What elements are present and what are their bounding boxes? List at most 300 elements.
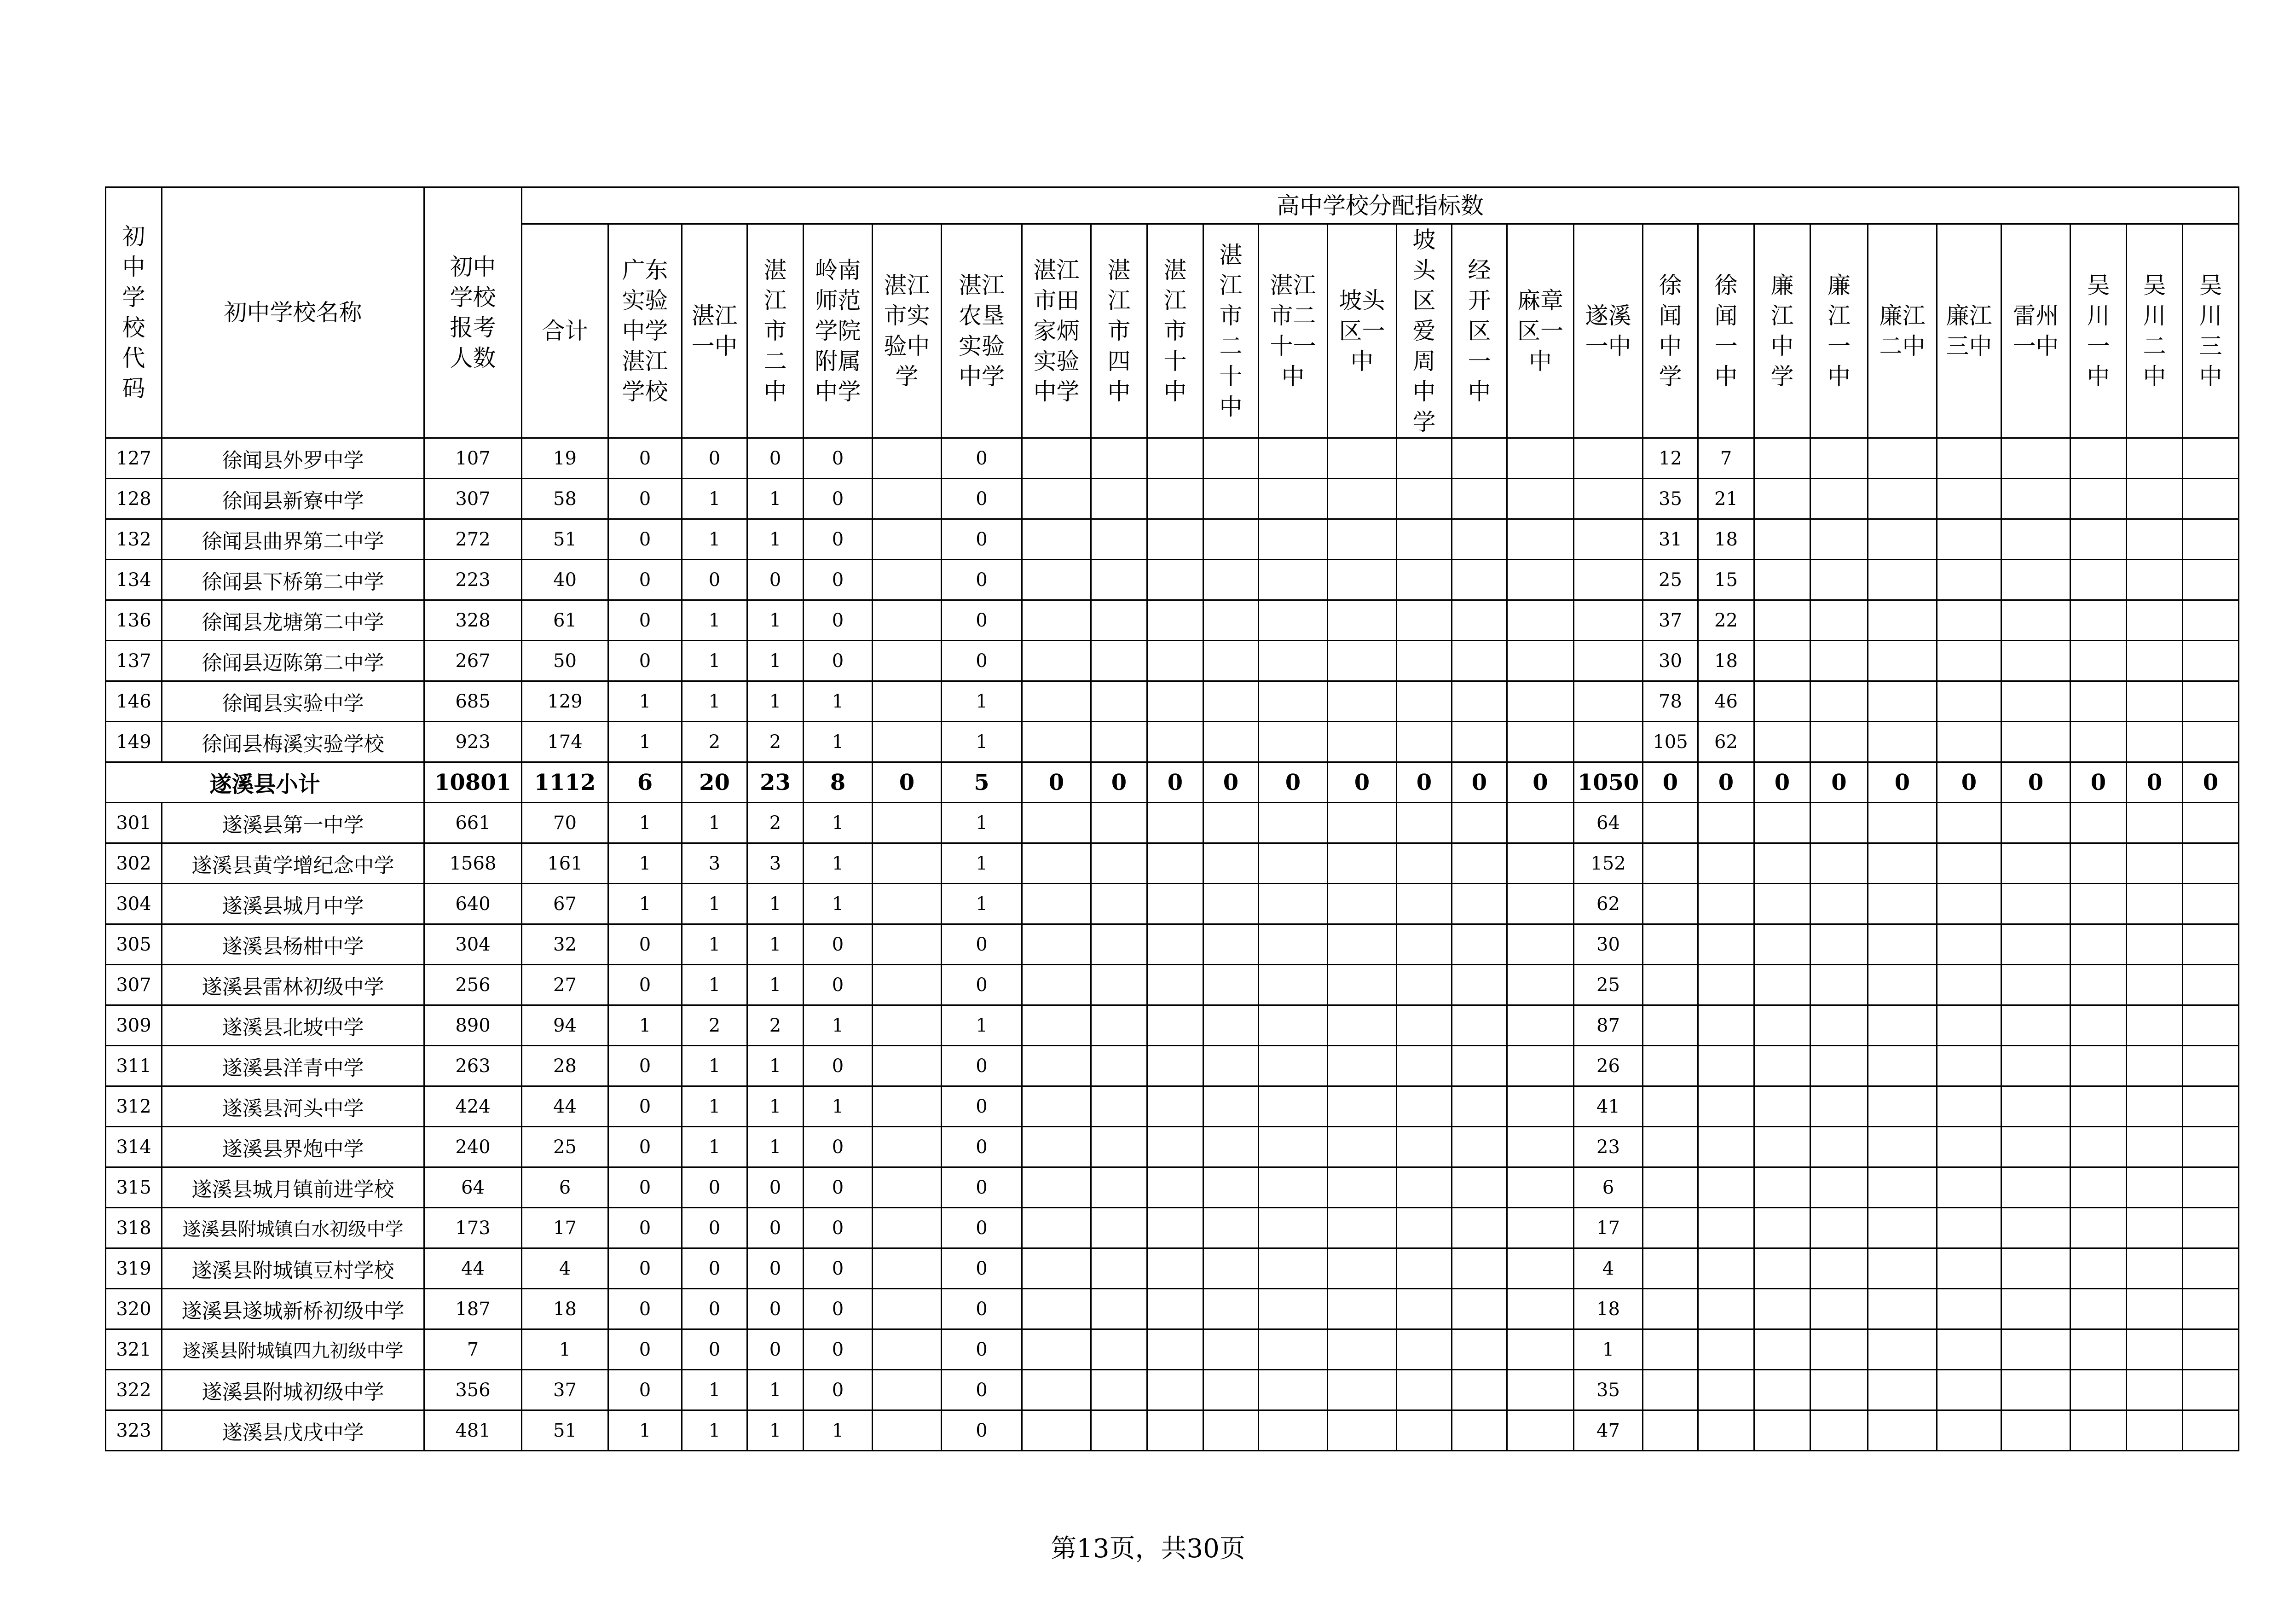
quota-cell <box>1868 965 1937 1005</box>
quota-cell <box>1203 1046 1259 1086</box>
quota-cell: 1 <box>682 1370 747 1410</box>
quota-cell <box>1022 1248 1091 1289</box>
quota-cell: 1 <box>682 519 747 560</box>
header-total: 合计 <box>522 224 608 438</box>
quota-cell <box>1452 1410 1507 1451</box>
school-code: 149 <box>106 722 162 762</box>
quota-cell <box>1259 560 1328 600</box>
quota-cell <box>1452 641 1507 681</box>
quota-cell: 152 <box>1574 843 1643 884</box>
quota-cell <box>1810 924 1868 965</box>
quota-cell <box>1022 1370 1091 1410</box>
quota-cell <box>1328 600 1397 641</box>
quota-cell: 0 <box>1698 762 1754 803</box>
quota-cell: 0 <box>747 1208 804 1248</box>
quota-cell: 1 <box>608 1005 682 1046</box>
table-row <box>106 1370 2239 1410</box>
quota-cell <box>1868 1289 1937 1329</box>
school-name: 徐闻县迈陈第二中学 <box>162 641 424 681</box>
header-school-7: 湛江市四中 <box>1091 224 1147 438</box>
quota-cell <box>873 1370 942 1410</box>
quota-cell: 2 <box>682 722 747 762</box>
quota-cell <box>2001 722 2070 762</box>
quota-cell: 62 <box>1698 722 1754 762</box>
quota-cell <box>873 803 942 843</box>
quota-cell <box>1259 600 1328 641</box>
subtotal-row <box>106 762 2239 803</box>
header-school-14: 麻章区一中 <box>1507 224 1574 438</box>
quota-cell <box>1698 1167 1754 1208</box>
quota-cell <box>2183 1005 2239 1046</box>
quota-cell <box>2183 519 2239 560</box>
quota-cell <box>2183 681 2239 722</box>
quota-cell <box>1397 641 1452 681</box>
quota-cell <box>1147 1005 1203 1046</box>
school-code: 304 <box>106 884 162 924</box>
quota-cell <box>2001 1046 2070 1086</box>
quota-cell: 0 <box>608 438 682 479</box>
quota-cell <box>1203 519 1259 560</box>
quota-cell: 0 <box>804 924 873 965</box>
school-name: 遂溪县附城初级中学 <box>162 1370 424 1410</box>
enroll-count: 890 <box>424 1005 522 1046</box>
quota-cell <box>1810 722 1868 762</box>
quota-cell <box>1754 681 1810 722</box>
quota-cell <box>1507 965 1574 1005</box>
quota-cell <box>1203 1329 1259 1370</box>
quota-cell <box>1698 884 1754 924</box>
quota-cell <box>1147 843 1203 884</box>
school-name: 徐闻县梅溪实验学校 <box>162 722 424 762</box>
quota-cell <box>1022 479 1091 519</box>
quota-cell <box>1507 1289 1574 1329</box>
quota-cell <box>2183 479 2239 519</box>
quota-cell <box>1328 1167 1397 1208</box>
school-code: 323 <box>106 1410 162 1451</box>
quota-cell <box>2070 884 2127 924</box>
quota-cell <box>2127 641 2183 681</box>
quota-cell: 47 <box>1574 1410 1643 1451</box>
quota-cell: 0 <box>804 1329 873 1370</box>
enroll-count: 685 <box>424 681 522 722</box>
quota-cell <box>1698 803 1754 843</box>
quota-cell: 0 <box>942 479 1022 519</box>
quota-cell <box>1022 803 1091 843</box>
quota-cell: 0 <box>1203 762 1259 803</box>
quota-cell <box>1574 681 1643 722</box>
school-code: 134 <box>106 560 162 600</box>
quota-cell <box>1507 1005 1574 1046</box>
quota-cell <box>1022 519 1091 560</box>
quota-cell <box>1328 722 1397 762</box>
quota-cell <box>2001 519 2070 560</box>
quota-cell <box>1868 600 1937 641</box>
quota-cell <box>1397 479 1452 519</box>
quota-cell <box>1259 803 1328 843</box>
quota-cell <box>1810 1086 1868 1127</box>
enroll-count: 923 <box>424 722 522 762</box>
quota-cell <box>1937 438 2001 479</box>
quota-cell <box>1259 722 1328 762</box>
quota-cell: 1 <box>804 803 873 843</box>
quota-cell <box>1754 519 1810 560</box>
quota-cell <box>1259 884 1328 924</box>
school-name: 徐闻县下桥第二中学 <box>162 560 424 600</box>
quota-cell <box>2183 722 2239 762</box>
quota-cell <box>1397 1289 1452 1329</box>
quota-cell <box>873 924 942 965</box>
quota-cell <box>1147 924 1203 965</box>
quota-cell <box>1147 1208 1203 1248</box>
quota-cell: 0 <box>804 560 873 600</box>
quota-cell: 0 <box>804 600 873 641</box>
quota-cell <box>2001 884 2070 924</box>
quota-total: 50 <box>522 641 608 681</box>
quota-cell: 0 <box>804 1248 873 1289</box>
quota-cell <box>1698 965 1754 1005</box>
header-school-1: 湛江一中 <box>682 224 747 438</box>
quota-cell <box>1643 1046 1698 1086</box>
quota-cell: 0 <box>942 1208 1022 1248</box>
header-school-17: 徐闻一中 <box>1698 224 1754 438</box>
quota-cell <box>1022 1046 1091 1086</box>
quota-cell: 1 <box>608 843 682 884</box>
quota-cell <box>2070 479 2127 519</box>
school-code: 307 <box>106 965 162 1005</box>
school-name: 徐闻县外罗中学 <box>162 438 424 479</box>
quota-total: 28 <box>522 1046 608 1086</box>
quota-cell <box>2127 1248 2183 1289</box>
quota-cell <box>1643 884 1698 924</box>
table-row <box>106 479 2239 519</box>
school-name: 徐闻县曲界第二中学 <box>162 519 424 560</box>
enroll-count: 263 <box>424 1046 522 1086</box>
quota-cell: 87 <box>1574 1005 1643 1046</box>
quota-cell <box>2127 924 2183 965</box>
quota-cell <box>1203 1370 1259 1410</box>
quota-cell <box>1147 1329 1203 1370</box>
enroll-count: 240 <box>424 1127 522 1167</box>
quota-total: 51 <box>522 1410 608 1451</box>
quota-cell <box>1754 1248 1810 1289</box>
quota-cell <box>1698 1127 1754 1167</box>
quota-cell <box>1259 1410 1328 1451</box>
quota-cell <box>1754 924 1810 965</box>
enroll-count: 304 <box>424 924 522 965</box>
quota-cell <box>1397 1086 1452 1127</box>
school-code: 321 <box>106 1329 162 1370</box>
quota-cell <box>1507 843 1574 884</box>
quota-cell <box>1022 641 1091 681</box>
quota-cell <box>1810 1208 1868 1248</box>
quota-cell <box>2127 1005 2183 1046</box>
quota-cell <box>1507 1046 1574 1086</box>
quota-cell <box>1259 1370 1328 1410</box>
quota-cell <box>1507 884 1574 924</box>
quota-total: 1 <box>522 1329 608 1370</box>
enroll-count: 307 <box>424 479 522 519</box>
quota-cell: 2 <box>747 1005 804 1046</box>
quota-cell: 0 <box>1452 762 1507 803</box>
quota-cell <box>1091 1167 1147 1208</box>
quota-cell <box>2001 1289 2070 1329</box>
quota-cell <box>1022 681 1091 722</box>
quota-cell: 1 <box>682 681 747 722</box>
quota-cell <box>2070 600 2127 641</box>
school-code: 128 <box>106 479 162 519</box>
quota-cell <box>1328 681 1397 722</box>
quota-cell <box>1507 479 1574 519</box>
quota-cell: 3 <box>747 843 804 884</box>
quota-cell <box>1259 1005 1328 1046</box>
quota-cell: 0 <box>608 1167 682 1208</box>
quota-cell <box>1868 843 1937 884</box>
quota-cell: 0 <box>1868 762 1937 803</box>
school-name: 遂溪县戊戌中学 <box>162 1410 424 1451</box>
quota-cell <box>1810 1046 1868 1086</box>
quota-cell: 0 <box>804 1167 873 1208</box>
quota-cell <box>873 884 942 924</box>
quota-cell <box>1091 1370 1147 1410</box>
quota-cell <box>1397 438 1452 479</box>
quota-cell <box>1022 560 1091 600</box>
quota-cell <box>1643 803 1698 843</box>
table-row <box>106 641 2239 681</box>
quota-cell: 41 <box>1574 1086 1643 1127</box>
quota-cell <box>873 1005 942 1046</box>
quota-cell <box>1091 641 1147 681</box>
quota-cell <box>1022 600 1091 641</box>
quota-cell <box>1328 1410 1397 1451</box>
quota-cell <box>2183 1370 2239 1410</box>
page-footer: 第13页，共30页 <box>1051 1534 1245 1564</box>
quota-cell: 0 <box>1754 762 1810 803</box>
quota-cell <box>1203 1208 1259 1248</box>
quota-cell <box>1937 924 2001 965</box>
quota-cell <box>1259 479 1328 519</box>
quota-cell <box>1452 1086 1507 1127</box>
allocation-table <box>105 186 2239 1451</box>
quota-cell <box>1810 843 1868 884</box>
quota-cell <box>1091 1410 1147 1451</box>
table-row <box>106 1127 2239 1167</box>
school-name: 遂溪县附城镇白水初级中学 <box>162 1208 424 1248</box>
quota-cell <box>1147 722 1203 762</box>
quota-cell: 0 <box>942 1289 1022 1329</box>
quota-cell <box>1507 1410 1574 1451</box>
quota-cell <box>1574 600 1643 641</box>
quota-cell <box>1868 681 1937 722</box>
quota-cell <box>1698 1289 1754 1329</box>
quota-cell <box>1259 438 1328 479</box>
quota-cell <box>2001 560 2070 600</box>
quota-cell <box>1203 1127 1259 1167</box>
quota-cell <box>1091 1046 1147 1086</box>
school-name: 徐闻县实验中学 <box>162 681 424 722</box>
quota-cell <box>1091 1127 1147 1167</box>
quota-cell <box>2127 965 2183 1005</box>
quota-cell <box>2070 803 2127 843</box>
quota-cell <box>2070 519 2127 560</box>
quota-cell: 1 <box>942 681 1022 722</box>
quota-cell: 0 <box>608 1127 682 1167</box>
quota-cell <box>2127 519 2183 560</box>
school-name: 遂溪县界炮中学 <box>162 1127 424 1167</box>
table-row <box>106 965 2239 1005</box>
quota-cell <box>2127 479 2183 519</box>
quota-total: 61 <box>522 600 608 641</box>
quota-cell: 1 <box>682 1086 747 1127</box>
quota-cell <box>2001 438 2070 479</box>
header-school-6: 湛江市田家炳实验中学 <box>1022 224 1091 438</box>
quota-cell <box>1091 1086 1147 1127</box>
quota-cell <box>1397 1410 1452 1451</box>
quota-cell <box>1022 924 1091 965</box>
quota-cell <box>1203 722 1259 762</box>
school-code: 301 <box>106 803 162 843</box>
quota-cell <box>1452 438 1507 479</box>
quota-cell <box>873 1289 942 1329</box>
quota-cell <box>1203 641 1259 681</box>
quota-cell: 18 <box>1574 1289 1643 1329</box>
quota-cell <box>2001 924 2070 965</box>
table-row <box>106 1005 2239 1046</box>
quota-cell <box>1574 438 1643 479</box>
quota-cell: 0 <box>804 1289 873 1329</box>
quota-cell <box>873 1127 942 1167</box>
quota-cell: 1 <box>942 803 1022 843</box>
quota-cell: 18 <box>1698 519 1754 560</box>
quota-cell: 0 <box>804 641 873 681</box>
quota-cell: 0 <box>942 438 1022 479</box>
quota-cell: 0 <box>804 1127 873 1167</box>
quota-cell <box>1698 1329 1754 1370</box>
quota-cell <box>1643 1248 1698 1289</box>
quota-cell <box>1574 722 1643 762</box>
table-row <box>106 884 2239 924</box>
quota-cell <box>1507 438 1574 479</box>
quota-total: 17 <box>522 1208 608 1248</box>
enroll-count: 173 <box>424 1208 522 1248</box>
quota-cell: 1 <box>682 479 747 519</box>
enroll-count: 661 <box>424 803 522 843</box>
quota-cell <box>1091 600 1147 641</box>
quota-cell <box>2127 722 2183 762</box>
quota-cell <box>1937 560 2001 600</box>
quota-cell <box>1091 722 1147 762</box>
quota-cell <box>1868 1086 1937 1127</box>
quota-cell: 1 <box>747 1370 804 1410</box>
quota-cell: 1 <box>804 1005 873 1046</box>
quota-cell: 0 <box>608 1370 682 1410</box>
table-row <box>106 1248 2239 1289</box>
quota-cell <box>1203 1289 1259 1329</box>
quota-cell <box>2070 438 2127 479</box>
quota-cell: 30 <box>1643 641 1698 681</box>
quota-cell: 35 <box>1574 1370 1643 1410</box>
school-name: 遂溪县雷林初级中学 <box>162 965 424 1005</box>
quota-cell: 0 <box>682 1289 747 1329</box>
quota-cell <box>1754 438 1810 479</box>
quota-cell <box>1574 519 1643 560</box>
quota-cell <box>1452 1248 1507 1289</box>
quota-cell <box>2127 1086 2183 1127</box>
table-row <box>106 1410 2239 1451</box>
quota-cell <box>1810 1005 1868 1046</box>
quota-cell <box>1507 1329 1574 1370</box>
quota-cell <box>2127 600 2183 641</box>
quota-cell <box>1574 641 1643 681</box>
quota-cell <box>2001 681 2070 722</box>
enroll-count: 328 <box>424 600 522 641</box>
quota-total: 4 <box>522 1248 608 1289</box>
quota-cell <box>1147 681 1203 722</box>
quota-cell: 22 <box>1698 600 1754 641</box>
quota-cell <box>1810 1167 1868 1208</box>
quota-cell: 15 <box>1698 560 1754 600</box>
quota-total: 37 <box>522 1370 608 1410</box>
quota-cell: 0 <box>942 1127 1022 1167</box>
quota-cell <box>1091 1329 1147 1370</box>
quota-cell <box>2183 884 2239 924</box>
quota-cell: 1 <box>747 681 804 722</box>
quota-cell <box>1937 1005 2001 1046</box>
quota-cell <box>1452 600 1507 641</box>
quota-cell <box>1868 641 1937 681</box>
quota-cell <box>1328 438 1397 479</box>
quota-cell <box>1147 1086 1203 1127</box>
quota-cell: 1 <box>747 1410 804 1451</box>
quota-cell <box>1643 1370 1698 1410</box>
enroll-count: 1568 <box>424 843 522 884</box>
school-code: 312 <box>106 1086 162 1127</box>
table-row <box>106 924 2239 965</box>
enroll-count: 44 <box>424 1248 522 1289</box>
quota-cell <box>1147 965 1203 1005</box>
quota-cell <box>1397 681 1452 722</box>
quota-cell: 0 <box>1810 762 1868 803</box>
quota-cell <box>1937 965 2001 1005</box>
quota-cell: 0 <box>804 479 873 519</box>
quota-cell: 0 <box>608 1289 682 1329</box>
quota-cell <box>1868 803 1937 843</box>
quota-cell <box>2183 1329 2239 1370</box>
quota-cell <box>1698 1005 1754 1046</box>
quota-cell <box>1452 1289 1507 1329</box>
quota-cell <box>1868 1167 1937 1208</box>
enroll-count: 256 <box>424 965 522 1005</box>
quota-cell <box>1203 884 1259 924</box>
quota-cell <box>1022 1127 1091 1167</box>
quota-cell <box>2001 965 2070 1005</box>
quota-cell <box>2183 1127 2239 1167</box>
quota-cell <box>1452 722 1507 762</box>
quota-cell <box>1643 1167 1698 1208</box>
quota-cell: 0 <box>608 924 682 965</box>
table-row <box>106 1329 2239 1370</box>
quota-cell: 78 <box>1643 681 1698 722</box>
quota-cell <box>1259 843 1328 884</box>
quota-cell <box>1328 884 1397 924</box>
quota-cell <box>1328 1127 1397 1167</box>
quota-cell <box>2070 722 2127 762</box>
quota-cell <box>1754 1370 1810 1410</box>
quota-cell: 0 <box>682 1167 747 1208</box>
quota-total: 129 <box>522 681 608 722</box>
quota-cell: 0 <box>942 924 1022 965</box>
quota-cell: 1 <box>942 843 1022 884</box>
quota-cell: 1 <box>747 641 804 681</box>
